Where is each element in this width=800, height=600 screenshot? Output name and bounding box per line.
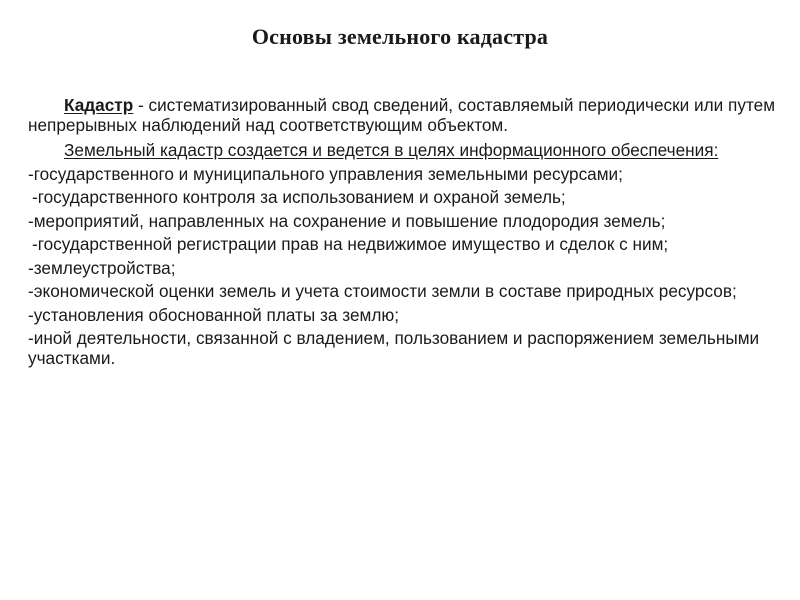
list-item: -установления обоснованной платы за землю; (28, 304, 400, 325)
list-item: -мероприятий, направленных на сохранение и повышение плодородия земель; (28, 210, 666, 231)
list-item: -государственной регистрации прав на недвижимое имущество и сделок с ним; (32, 234, 669, 254)
list-item: -иной деятельности, связанной с владением, пользованием и распоряжением земельными участками. (28, 328, 760, 368)
slide-content (28, 96, 776, 372)
list-item: -государственного и муниципального управления земельными ресурсами; (28, 163, 623, 184)
definition-paragraph (28, 96, 776, 135)
purpose-paragraph (28, 141, 776, 161)
definition-text: - систематизированный свод сведений, составляемый периодически или путем непрерывных наблюдений над соответствующим объектом. (28, 95, 776, 135)
list-item: -землеустройства; (28, 257, 176, 278)
list-item: -экономической оценки земель и учета стоимости земли в составе природных ресурсов; (28, 281, 737, 301)
purpose-heading: Земельный кадастр создается и ведется в целях информационного обеспечения: (64, 140, 719, 160)
slide-title: Основы земельного кадастра (251, 24, 549, 49)
definition-term: Кадастр (64, 95, 134, 115)
list-item: -государственного контроля за использованием и охраной земель; (32, 187, 566, 207)
